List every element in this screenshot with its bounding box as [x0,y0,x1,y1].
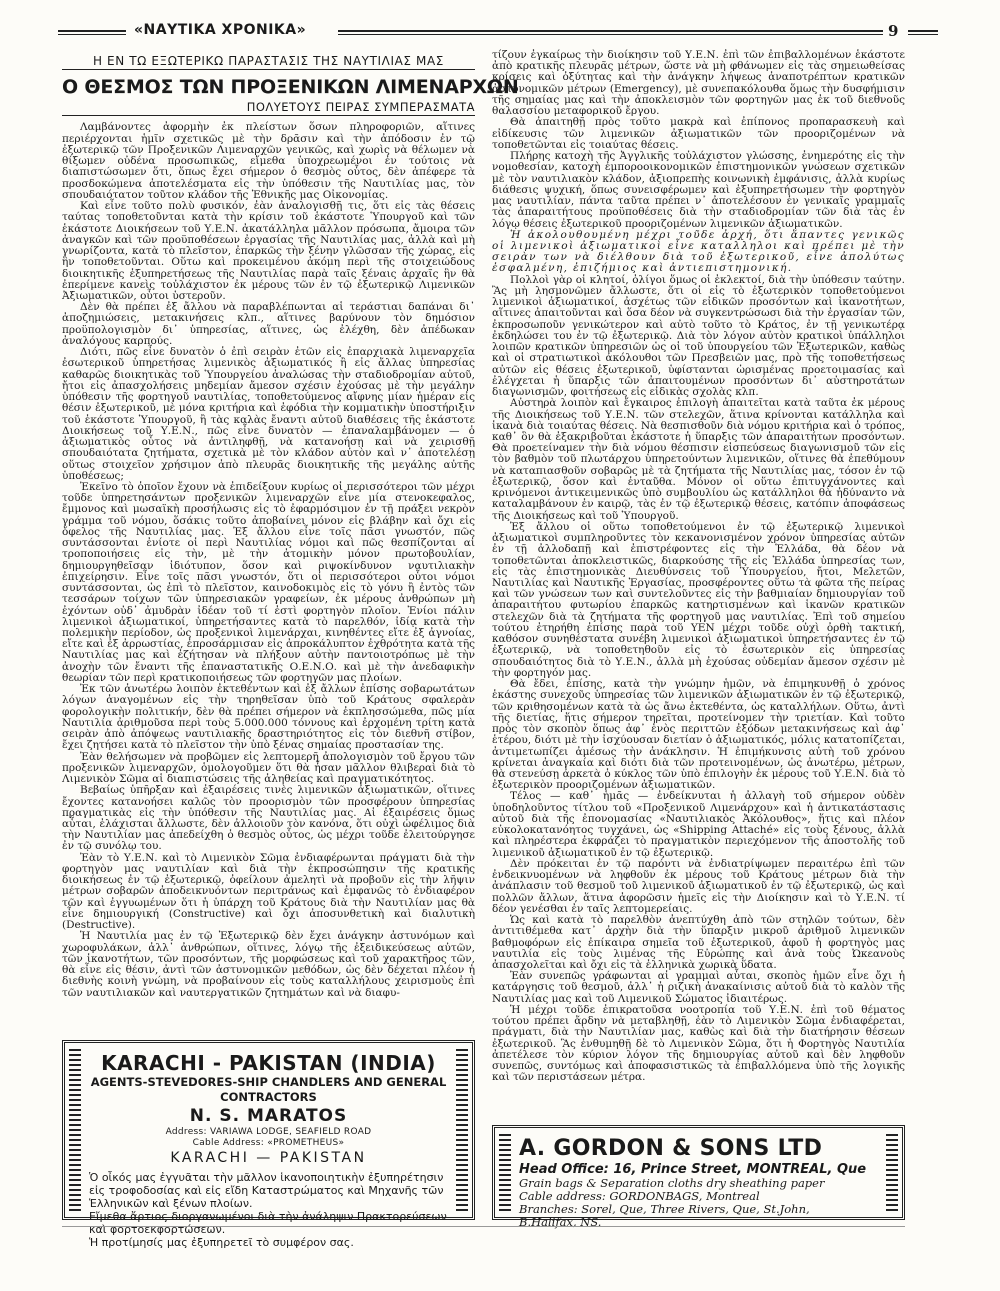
article-column-right [492,50,905,1084]
ad-border-hatch [456,1049,468,1211]
paragraph: Βεβαίως ὑπῆρξαν καὶ ἐξαιρέσεις τινὲς λιμενικῶν ἀξιωματικῶν, οἵτινες ἔχοντες κατανοήσει καλῶς τὸν προορισμὸν τῶν προσφέρουν ὑπηρεσίας πραγματικὰς εἰς τὴν ὑπόθεσιν τῆς Ναυτιλίας μας. Αἱ ἐξαιρέσεις ὅμως αὗται, ἐλάχισται ἄλλωστε, δὲν ἀλλοιοῦν τὸν κανόνα, ὅτι οὐχὶ ὠφέλιμος διὰ τὴν Ναυτιλίαν μας ἀπεδείχθη ὁ θεσμὸς οὗτος, ὡς μέχρι τοῦδε ἐλειτούργησε ἐν τῷ συνόλῳ του. [62,784,475,853]
paragraph: Ἡ Ναυτιλία μας ἐν τῷ Ἐξωτερικῷ δὲν ἔχει ἀνάγκην ἀστυνόμων καὶ χωροφυλάκων, ἀλλ᾽ ἀνθρώπων, οἵτινες, λόγῳ τῆς ἐξειδικεύσεως αὐτῶν, τῶν ἱκανοτήτων, τῶν προσόντων, τῆς μορφώσεως καὶ τοῦ χαρακτῆρος τῶν, θὰ εἶνε εἰς θέσιν, ἀντὶ τῶν ἀστυνομικῶν μεθόδων, ὡς δὲν δέχεται πλέον ἡ διεθνὴς κοινὴ γνώμη, νὰ προβαίνουν εἰς τοὺς καταλλήλους χειρισμοὺς ἐπὶ τῶν ναυτιλιακῶν καὶ ναυτεργατικῶν ζητημάτων καὶ νὰ διαφυ- [62,930,475,999]
journal-title: «ΝΑΥΤΙΚΑ ΧΡΟΝΙΚΑ» [134,22,307,38]
ad-title: KARACHI - PAKISTAN (INDIA) [101,1051,436,1075]
paragraph: Ἐὰν θελήσωμεν νὰ προβῶμεν εἰς λεπτομερῆ ἀπολογισμὸν τοῦ ἔργου τῶν προξενικῶν λιμεναρχῶν, ὁμολογοῦμεν ὅτι θὰ ἦσαν μᾶλλον θλιβεραὶ διὰ τὸ Λιμενικὸν Σῶμα αἱ διαπιστώσεις τῆς ἀληθείας καὶ πραγματικότητος. [62,750,475,786]
page-number: 9 [888,22,899,40]
paragraph: Αὐστηρὰ λοιπὸν καὶ ἔγκαιρος ἐπιλογὴ ἀπαιτεῖται κατὰ ταῦτα ἐκ μέρους τῆς Διοικήσεως τοῦ Υ.Ε.Ν. τῶν στελεχῶν, ἅτινα κρίνονται κατάλληλα καὶ ἱκανὰ διὰ τοιαύτας θέσεις. Νὰ θεσπισθοῦν διὰ νόμου κριτήρια καὶ ὁ τρόπος, καθ᾽ ὃν θὰ ἐξακριβοῦται ἑκάστοτε ἡ ὕπαρξις τῶν ἀπαραιτήτων προσόντων. Θὰ προετείναμεν τὴν διὰ νόμου θέσπισιν εἰσπεύσεως διαγωνισμοῦ τῶν εἰς τὸν βαθμὸν τοῦ πλωτάρχου ὑπηρετούντων λιμενικῶν, οἵτινες θὰ ἐπεθύμουν νὰ καταπιασθοῦν σοβαρῶς μὲ τὰ ζητήματα τῆς Ναυτιλίας μας, τόσον ἐν τῷ ἐξωτερικῷ, ὅσον καὶ ἐνταῦθα. Μόνον οἱ οὕτω ἐπιτυγχάνοντες καὶ κρινόμενοι ἀντικειμενικῶς ὑπὸ συμβουλίου ὡς κατάλληλοι θὰ ἠδύναντο νὰ καταλαμβάνουν ἐν καιρῷ, τὰς ἐν τῷ ἐξωτερικῷ θέσεις, κατόπιν ἀποφάσεως τῆς Διοικήσεως καὶ τοῦ Ὑπουργοῦ. [492,397,905,522]
ad-border-hatch [69,1049,81,1211]
advertisement-gordon [492,1125,905,1229]
paragraph: Ὡς καὶ κατὰ τὸ παρελθὸν ἀνεπτύχθη ἀπὸ τῶν στηλῶν τούτων, δὲν ἀντιτιθέμεθα κατ᾽ ἀρχὴν διὰ τὴν ὕπαρξιν μικροῦ ἀριθμοῦ λιμενικῶν βαθμοφόρων εἰς ἐπίκαιρα σημεῖα τοῦ ἐξωτερικοῦ, ἀφοῦ ἡ φορτηγὸς μας ναυτιλία εἰς τοὺς λιμένας τῆς Εὐρώπης καὶ ἀνὰ τοὺς Ὠκεανοὺς ἀπασχολεῖται καὶ ὄχι εἰς τὰ ἑλληνικὰ χωρικὰ ὕδατα. [492,914,905,971]
spaced-emphasis-paragraph: Ἡ ἀκολουθουμένη μέχρι τοῦδε ἀρχή, ὅτι ἅπαντες γενικῶς οἱ λιμενικοὶ ἀξιωματικοὶ εἶνε καταλληλοι καὶ πρέπει μὲ τὴν σειρὰν των νὰ διέλθουν διὰ τοῦ ἐξωτερικοῦ, εἶνε ἀπολύτως ἐσφαλμένη, ἐπιζήμιος καὶ ἀντιεπιστημονική. [492,228,905,275]
ad-text: Grain bags & Separation cloths dry sheathing paper [519,1176,825,1190]
header-rule-right [338,30,883,35]
article-column-left [62,54,519,999]
article-subtitle: ΠΟΛΥΕΤΟΥΣ ΠΕΙΡΑΣ ΣΥΜΠΕΡΑΣΜΑΤΑ [62,102,475,116]
paragraph: Δὲν πρόκειται ἐν τῷ παρόντι νὰ ἐνδιατρίψωμεν περαιτέρω ἐπὶ τῶν ἐνδεικνυομένων νὰ ληφθοῦν ἐκ μέρους τοῦ Κράτους μέτρων διὰ τὴν ἀνάπλασιν τοῦ θεσμοῦ τοῦ λιμενικοῦ ἀξιωματικοῦ ἐν τῷ ἐξωτερικῷ, ὡς καὶ πολλῶν ἄλλων, ἅτινα ἀφορῶσιν ἡμεῖς εἰς τὴν Διοίκησιν καὶ τὸ Υ.Ε.Ν. τί δέον γενέσθαι ἐν ταῖς λεπτομερείαις. [492,857,905,915]
ad-cable: Cable Address: «PROMETHEUS» [192,1138,345,1148]
running-header [58,22,938,42]
article-kicker: Η ΕΝ ΤΩ ΕΞΩΤΕΡΙΚΩ ΠΑΡΑΣΤΑΣΙΣ ΤΗΣ ΝΑΥΤΙΛΙΑΣ ΜΑΣ [62,56,475,70]
paragraph: Θὰ ἀπαιτηθῇ πρὸς τοῦτο μακρὰ καὶ ἐπίπονος προπαρασκευὴ καὶ εἰδίκευσις τῶν λιμενικῶν ἀξιωματικῶν τῶν προοριζομένων νὰ τοποθετῶνται εἰς τοιαύτας θέσεις. [492,116,905,151]
header-rule-left [58,30,126,35]
ad-text: Branches: Sorel, Que, Three Rivers, Que, St.John, [519,1202,810,1216]
paragraph: Ἐκ τῶν ἀνωτέρω λοιπὸν ἐκτεθέντων καὶ ἐξ ἄλλων ἐπίσης σοβαρωτάτων λόγων ἀναγομένων εἰς τὴν τηρηθεῖσαν ὑπὸ τοῦ Κράτους σφαλερὰν φορολογικὴν πολιτικήν, δὲν θὰ πρέπει σήμερον νὰ ἐκπλησσώμεθα, πῶς μία Ναυτιλία ἀριθμοῦσα περὶ τοὺς 5.000.000 τόννους καὶ ἐρχομένη τρίτη κατὰ σειρὰν ἀπὸ ἀπόψεως ναυτιλιακῆς δραστηριότητος εἰς τὸν διεθνῆ στίβον, ἔχει ζητήσει κατὰ τὸ πλεῖστον τὴν ὑπὸ ξένας σημαίας προστασίαν της. [62,683,475,752]
ad-text: B.Halifax, NS. [519,1215,602,1229]
paragraph: Ἐξ ἄλλου οἱ οὕτω τοποθετούμενοι ἐν τῷ ἐξωτερικῷ λιμενικοὶ ἀξιωματικοὶ συμπληροῦντες τὸν κεκανονισμένον χρόνον ὑπηρεσίας αὐτῶν ἐν τῇ ἀλλοδαπῇ καὶ ἐπιστρέφοντες εἰς τὴν Ἑλλάδα, θὰ δέον νὰ τοποθετῶνται ἀποκλειστικῶς, διαρκούσης τῆς εἰς Ἑλλάδα ὑπηρεσίας των, εἰς τὰς ἐπιστημονικὰς Διευθύνσεις τοῦ Ὑπουργείου, ἤτοι, Μελετῶν, Ναυτιλίας καὶ Ναυτικῆς Ἐργασίας, προσφέροντες οὕτω τὰ φῶτα τῆς πείρας καὶ τῶν γνώσεων των καὶ συντελοῦντες εἰς τὴν βαθμιαίαν δημιουργίαν τοῦ ἀπαραιτήτου φυτωρίου ἐπαρκῶς κατηρτισμένων καὶ ἱκανῶν κρατικῶν στελεχῶν διὰ τὰ ζητήματα τῆς φορτηγοῦ μας ναυτιλίας. Ἐπὶ τοῦ σημείου τούτου ἐτηρήθη ἐπίσης παρὰ τοῦ ΥΕΝ μέχρι τοῦδε οὐχὶ ὀρθὴ τακτική, καθόσον συνηθέστατα συνέβη λιμενικοὶ ἀξιωματικοὶ ὑπηρετήσαντες ἐν τῷ ἐξωτερικῷ, νὰ τοποθετηθοῦν εἰς τὸ ἐσωτερικὸν εἰς ὑπηρεσίας σπουδαιότητος διὰ τὸ Υ.Ε.Ν., ἀλλὰ μὴ ἐχούσας οὐδεμίαν ἄμεσον σχέσιν μὲ τὴν φορτηγόν μας. [492,520,905,679]
paragraph: Καὶ εἶνε τοῦτο πολὺ φυσικόν, ἐὰν ἀναλογισθῇ τις, ὅτι εἰς τὰς θέσεις ταύτας τοποθετοῦνται κατὰ τὴν κρίσιν τοῦ ἑκάστοτε Ὑπουργοῦ καὶ τῶν ἑκάστοτε Διοικήσεων τοῦ Υ.Ε.Ν. ἀκατάλληλα μᾶλλον πρόσωπα, ἄμοιρα τῶν ἀναγκῶν καὶ τῶν προϋποθέσεων ἐργασίας τῆς Ναυτιλίας μας, ἀλλὰ καὶ μὴ γνωρίζοντα, κατὰ τὸ πλεῖστον, ἐπαρκῶς τὴν ξένην γλῶσσαν τῆς χώρας, εἰς ἣν τοποθετοῦνται. Οὕτω καὶ προκειμένου ἀκόμη περὶ τῆς στοιχειώδους διοικητικῆς ἐξυπηρετήσεως τῆς Ναυτιλίας παρὰ ταῖς ξέναις ἀρχαῖς ἣν θὰ ἐπερίμενε κανεὶς τοὐλάχιστον ἐκ μέρους τῶν ἐν τῷ ἐξωτερικῷ Λιμενικῶν Ἀξιωματικῶν, οὗτοι ὑστεροῦν. [62,200,475,302]
ad-title: A. GORDON & SONS LTD [519,1136,823,1161]
ad-company-name: N. S. MARATOS [189,1106,348,1126]
article-title: Ο ΘΕΣΜΟΣ ΤΩΝ ΠΡΟΞΕΝΙΚΩΝ ΛΙΜΕΝΑΡΧΩΝ [62,76,519,99]
paragraph: Ἐὰν συνεπῶς γράφωνται αἱ γραμμαὶ αὗται, σκοπὸς ἡμῶν εἶνε ὄχι ἡ κατάργησις τοῦ θεσμοῦ, ἀλλ᾽ ἡ ριζικὴ ἀνακαίνισις αὐτοῦ διὰ τὸ καλὸν τῆς Ναυτιλίας μας καὶ τοῦ Λιμενικοῦ Σώματος ἰδιαιτέρως. [492,970,905,1005]
ad-border-hatch [886,1134,898,1211]
paragraph: Πολλοὶ γὰρ οἱ κλητοί, ὀλίγοι ὅμως οἱ ἐκλεκτοί, διὰ τὴν ὑπόθεσιν ταύτην. Ἂς μὴ λησμονῶμεν ἄλλωστε, ὅτι οἱ εἰς τὸ ἐξωτερικὸν τοποθετούμενοι λιμενικοὶ ἀξιωματικοί, ἀσχέτως τῶν εἰδικῶν προσόντων καὶ ἱκανοτήτων, αἵτινες ἀπαιτοῦνται καὶ ὅσα δέον νὰ συγκεντρώσωσι διὰ τὴν ἐργασίαν τῶν, ἐκπροσωποῦν γενικώτερον καὶ αὐτὸ τοῦτο τὸ Κράτος, ἐν τῇ γενικωτέρᾳ ἐκδηλώσει του ἐν τῷ ἐξωτερικῷ. Διὰ τὸν λόγον αὐτὸν κρατικοὶ ὑπάλληλοι λοιπῶν κρατικῶν ὑπηρεσιῶν ὡς οἱ τοῦ ὑπουργείου τῶν Ἐξωτερικῶν, καθὼς καὶ οἱ στρατιωτικοὶ ἀκόλουθοι τῶν Πρεσβειῶν μας, πρὸ τῆς τοποθετήσεως αὐτῶν εἰς θέσεις ἐξωτερικοῦ, ὑφίστανται ὡρισμένας προετοιμασίας καὶ ἐλέγχεται ἡ ὕπαρξις τῶν ἀπαιτουμένων προσόντων δι᾽ αὐστηροτάτων διαγωνισμῶν, φοιτήσεως εἰς εἰδικὰς σχολὰς κλπ. [492,273,905,399]
paragraph: Ἡ μέχρι τοῦδε ἐπικρατοῦσα νοοτροπία τοῦ Υ.Ε.Ν. ἐπὶ τοῦ θέματος τούτου πρέπει ἄρδην νὰ μεταβληθῇ, ἐὰν τὸ Λιμενικὸν Σῶμα ἐνδιαφέρεται, πράγματι, διὰ τὴν Ναυτιλίαν μας, καθὼς καὶ διὰ τὴν διατήρησιν θέσεων ἐξωτερικοῦ. Ἂς ἐνθυμηθῇ δὲ τὸ Λιμενικὸν Σῶμα, ὅτι ἡ Φορτηγὸς Ναυτιλία ἀπετέλεσε τὸν κύριον λόγον τῆς δημιουργίας αὐτοῦ καὶ δὲν ληφθοῦν συνεπῶς, συντόμως καὶ ἀποφασιστικῶς τὰ ἐπιβαλλόμενα ὑπὸ τῆς λογικῆς καὶ τῶν περιστάσεων μέτρα. [492,1003,905,1084]
paragraph: Ἐκεῖνο τὸ ὁποῖον ἔχουν νὰ ἐπιδείξουν κυρίως οἱ περισσότεροι τῶν μέχρι τοῦδε ὑπηρετησάντων προξενικῶν λιμεναρχῶν εἶνε μία στενοκεφαλος, ἔμμονος καὶ μωσαϊκὴ προσήλωσις εἰς τὸ ἐφαρμόσιμον ἐν τῇ πράξει νεκρὸν γράμμα τοῦ νόμου, ὅσάκις τοῦτο ἀποβαίνει μόνον εἰς βλάβην καὶ ὄχι εἰς ὄφελος τῆς Ναυτιλίας μας. Ἐξ ἄλλου εἶνε τοῖς πᾶσι γνωστόν, πῶς συντάσσονται ἐνίοτε οἱ περὶ Ναυτιλίας νόμοι καὶ πῶς θεσπίζονται αἱ τροποποιήσεις εἰς τὴν, μὲ τὴν ἀτομικὴν μόνον πρωτοβουλίαν, δημιουργηθεῖσαν ἰδιότυπον, ὅσον καὶ ριψοκίνδυνον ναυτιλιακὴν ἐπιχείρησιν. Εἶνε τοῖς πᾶσι γνωστόν, ὅτι οἱ περισσότεροι οὗτοι νόμοι συντάσσονται, ὡς ἐπὶ τὸ πλεῖστον, καινοδοκιμὸς εἰς τὸ γόνυ ἢ ἐντὸς τῶν τεσσάρων τοίχων τῶν ὑπηρεσιακῶν γραφείων, ἐκ μέρους ἀνθρώπων μὴ ἐχόντων οὐδ᾽ ἀμυδρὰν ἰδέαν τοῦ τί ἐστὶ φορτηγὸν πλοῖον. Ἐνίοι πάλιν λιμενικοὶ ἀξιωματικοί, ὑπηρετήσαντες κατὰ τὸ παρελθόν, ἰδίᾳ κατὰ τὴν πολεμικὴν περίοδον, ὡς προξενικοὶ λιμενάρχαι, κινηθέντες εἴτε ἐξ ἀγνοίας, εἴτε καὶ ἐξ ἀρρωστίας, ἐπροσάρμισαν εἰς ἀπροκάλυπτον ἐχθρότητα κατὰ τῆς Ναυτιλίας μας καὶ ἐζήτησαν νὰ πλήξουν αὐτὴν παντοιοτρόπως μὲ τὴν ἀνοχὴν τῶν ἔναντι τῆς ἐπαναστατικῆς Ο.Ε.Ν.Ο. καὶ μὲ τὴν ἀνεδαφικὴν θεωρίαν τῶν περὶ κρατικοποιήσεως τῶν φορτηγῶν μας πλοίων. [62,480,475,684]
paragraph: τίζουν ἐγκαίρως τὴν διοίκησιν τοῦ Υ.Ε.Ν. ἐπὶ τῶν ἐπιβαλλομένων ἑκάστοτε ἀπὸ κρατικῆς πλευρᾶς μέτρων, ὥστε νὰ μὴ φθάνωμεν εἰς τὰς σημειωθείσας κρίσεις καὶ ὀξύτητας καὶ τὴν ἀνάγκην λήψεως ἀναποτρέπτων κρατικῶν ἀστυνομικῶν μέτρων (Emergency), μὲ συνεπακόλουθα ὅμως τὴν δυσφήμισιν τῆς σημαίας μας καὶ τὴν ἀποκλεισμὸν τῶν φορτηγῶν μας ἐκ τοῦ διεθνοῦς θαλασσίου μεταφορικοῦ ἔργου. [492,49,905,118]
paragraph: Θὰ ἔδει, ἐπίσης, κατὰ τὴν γνώμην ἡμῶν, νὰ ἐπιμηκυνθῇ ὁ χρόνος ἑκάστης συνεχοῦς ὑπηρεσίας τῶν λιμενικῶν ἀξιωματικῶν ἐν τῷ ἐξωτερικῷ, τῶν κριθησομένων κατὰ τὰ ὡς ἄνω ἐκτεθέντα, ὡς καταλλήλων. Οὕτω, ἀντὶ τῆς διετίας, ἥτις σήμερον τηρεῖται, προτείνομεν τὴν τριετίαν. Καὶ τοῦτο πρὸς τὸν σκοπὸν ὅπως ἀφ᾽ ἑνὸς περιττῶν ἐξόδων μετακινήσεως καὶ ἀφ᾽ ἑτέρου, διότι μὲ τὴν ἰσχύουσαν διετίαν ὁ ἀξιωματικός, μόλις κατατοπίζεται, ἀντιμετωπίζει ἀμέσως τὴν ἀνάκλησιν. Ἡ ἐπιμήκυνσις αὐτὴ τοῦ χρόνου κρίνεται ἀναγκαία καὶ διότι διὰ τῶν προτεινομένων, ὡς ἀνωτέρω, μέτρων, θὰ στενεύσῃ ἀρκετὰ ὁ κύκλος τῶν ὑπὸ ἐπιλογὴν ἐκ μέρους τοῦ Υ.Ε.Ν. διὰ τὸ ἐξωτερικὸν προοριζομένων ἀξιωματικῶν. [492,678,905,792]
ad-subtitle: AGENTS-STEVEDORES-SHIP CHANDLERS AND GENERAL CONTRACTORS [90,1075,447,1104]
paragraph: Διότι, πῶς εἶνε δυνατὸν ὁ ἐπὶ σειρὰν ἐτῶν εἰς ἐπαρχιακὰ λιμεναρχεῖα ἐσωτερικοῦ ὑπηρετήσας λιμενικὸς ἀξιωματικός ἢ εἰς ἄλλας ὑπηρεσίας καθαρῶς διοικητικὰς τοῦ Ὑπουργείου ἀναλώσας τὴν σταδιοδρομίαν αὐτοῦ, ἤτοι εἰς ἀπασχολήσεις μηδεμίαν ἄμεσον σχέσιν ἐχούσας μὲ τὴν μεγάλην ὑπόθεσιν τῆς φορτηγοῦ ναυτιλίας, τοποθετούμενος αἴφνης μίαν ἡμέραν εἰς θέσιν ἐξωτερικοῦ, μὲ μόνα κριτήρια καὶ ἐφόδια τὴν κομματικὴν ὑποστήριξιν τοῦ ἑκάστοτε Ὑπουργοῦ, ἢ τὰς καλὰς ἔναντι αὐτοῦ διαθέσεις τῆς ἑκάστοτε Διοικήσεως τοῦ Υ.Ε.Ν., πῶς εἶνε δυνατὸν — ἐπαναλαμβάνομεν — ὁ ἀξιωματικὸς οὗτος νὰ ἀντιληφθῇ, νὰ κατανοήσῃ καὶ νὰ χειρισθῇ σπουδαιότατα ζητήματα, σχετικὰ μὲ τὸν κλάδον αὐτὸν καὶ ν᾽ ἀποτελέσῃ οὕτως στοιχεῖον χρήσιμον ἀπὸ πλευρᾶς διοικητικῆς τῆς μεγάλης αὐτῆς ὑποθέσεως; [62,346,475,482]
paragraph: Λαμβάνοντες ἀφορμὴν ἐκ πλείστων ὅσων πληροφοριῶν, αἵτινες περιέρχονται ἡμῖν σχετικῶς μὲ τὴν δρᾶσιν καὶ τὴν ἀπόδοσιν ἐν τῷ ἐξωτερικῷ τῶν Προξενικῶν Λιμεναρχῶν γενικῶς, καὶ χωρὶς νὰ θέλωμεν νὰ θίξωμεν οὐδένα προσωπικῶς, εἴμεθα ὑποχρεωμένοι ἐν τούτοις νὰ διαπιστώσωμεν ὅτι, ὅπως ἔχει σήμερον ὁ θεσμὸς οὗτος, δὲν ἀπέφερε τὰ προσδοκώμενα ἀποτελέσματα εἰς τὴν ὑπόθεσιν τῆς Ναυτιλίας μας, τὸν σπουδαιότατον τοῦτον κλάδον τῆς Ἐθνικῆς μας Οἰκονομίας. [62,121,475,201]
ad-text: Cable address: GORDONBAGS, Montreal [519,1189,760,1203]
ad-address: Address: VARIAWA LODGE, SEAFIELD ROAD [165,1127,372,1137]
advertisement-karachi [62,1040,475,1249]
paragraph: Τέλος — καθ᾽ ἡμᾶς — ἐνδείκνυται ἡ ἀλλαγὴ τοῦ σήμερον οὐδὲν ὑποδηλοῦντος τίτλου τοῦ «Προξενικοῦ Λιμενάρχου» καὶ ἡ ἀντικατάστασις αὐτοῦ διὰ τῆς ἐπονομασίας «Ναυτιλιακὸς Ἀκόλουθος», ἥτις καὶ πλέον εὐκολοκατανόητος τυγχάνει, ὡς «Shipping Attaché» εἰς τοὺς ξένους, ἀλλὰ καὶ πληρέστερα ἐκφράζει τὸ πραγματικὸν περιεχόμενον τῆς ἀποστολῆς τοῦ λιμενικοῦ ἀξιωματικοῦ ἐν τῷ ἐξωτερικῷ. [492,790,905,859]
ad-text: Ἡ προτίμησίς μας ἐξυπηρετεῖ τὸ συμφέρον σας. [89,1236,354,1249]
ad-text: Ὁ οἶκός μας ἐγγυᾶται τὴν μᾶλλον ἱκανοποιητικὴν ἐξυπηρέτησιν εἰς τροφοδοσίας καὶ εἰς εἴδη Καταστρώματος καὶ Μηχανῆς τῶν Ἑλληνικῶν καὶ ξένων πλοίων. [89,1171,444,1210]
header-rule-end [908,30,938,35]
ad-city: KARACHI — PAKISTAN [170,1150,367,1166]
paragraph: Πλήρης κατοχὴ τῆς Ἀγγλικῆς τοὐλάχιστον γλώσσης, ἐνημερότης εἰς τὴν νομοθεσίαν, κατοχὴ ἐμποροοικονομικῶν ἐπιστημονικῶν γνώσεων σχετικῶν μὲ τὸν ναυτιλιακὸν κλάδον, ἀξιοπρεπὴς κοινωνικὴ ἐμφάνισις, ἀλλὰ κυρίως διάθεσις ψυχική, ὅπως συνεισφέρωμεν καὶ ἐξυπηρετήσωμεν τὴν φορτηγὸν μας ναυτιλίαν, πάντα ταῦτα πρέπει ν᾽ ἀποτελέσουν ἐν γενικαῖς γραμμαῖς τὰς ἀπαραιτήτους προϋποθέσεις διὰ τὴν σταδιοδρομίαν τῶν διὰ τὰς ἐν λόγῳ θέσεις ἐξωτερικοῦ προοριζομένων λιμενικῶν ἀξιωματικῶν. [492,150,905,230]
ad-border-hatch [499,1134,511,1211]
paragraph: Ἐὰν τὸ Υ.Ε.Ν. καὶ τὸ Λιμενικὸν Σῶμα ἐνδιαφέρωνται πράγματι διὰ τὴν φορτηγὸν μας ναυτιλίαν καὶ διὰ τὴν ἐκπροσώπησιν τῆς κρατικῆς διοικήσεως ἐν τῷ ἐξωτερικῷ, ὀφείλουν ἀμελητὶ νὰ προβοῦν εἰς τὴν λῆψιν μέτρων σοβαρῶν ἀποδεικνυόντων περιτράνως καὶ ἐμφανῶς τὸ ἐνδιαφέρον τῶν καὶ ἐγγυωμένων ὅτι ἡ ὑπάρχη τοῦ Κράτους διὰ τὴν Ναυτιλίαν μας θὰ εἶνε δημιουργική (Constructive) καὶ ὄχι ἀποσυνθετικὴ καὶ διαλυτικὴ (Destructive). [62,851,475,932]
paragraph: Δὲν θὰ πρέπει ἐξ ἄλλου νὰ παραβλέπωνται αἱ τεράστιαι δαπάναι δι᾽ ἀποζημιώσεις, μετακινήσεις κλπ., αἵτινες βαρύνουν τὸν δημόσιον προϋπολογισμὸν δι᾽ ὑπηρεσίας, αἵτινες, ὡς ἐλέχθη, δὲν ἀπέδωκαν ἀναλόγους καρπούς. [62,301,475,347]
ad-text: Εἴμεθα ἄρτιος διοργανωμένοι διὰ τὴν ἀνάληψιν Πρακτορεύσεων καὶ φορτοεκφορτώσεων. [89,1210,447,1236]
ad-head-office: Head Office: 16, Prince Street, MONTREAL, Que [519,1162,867,1177]
page-bottom-rule [62,1226,905,1227]
